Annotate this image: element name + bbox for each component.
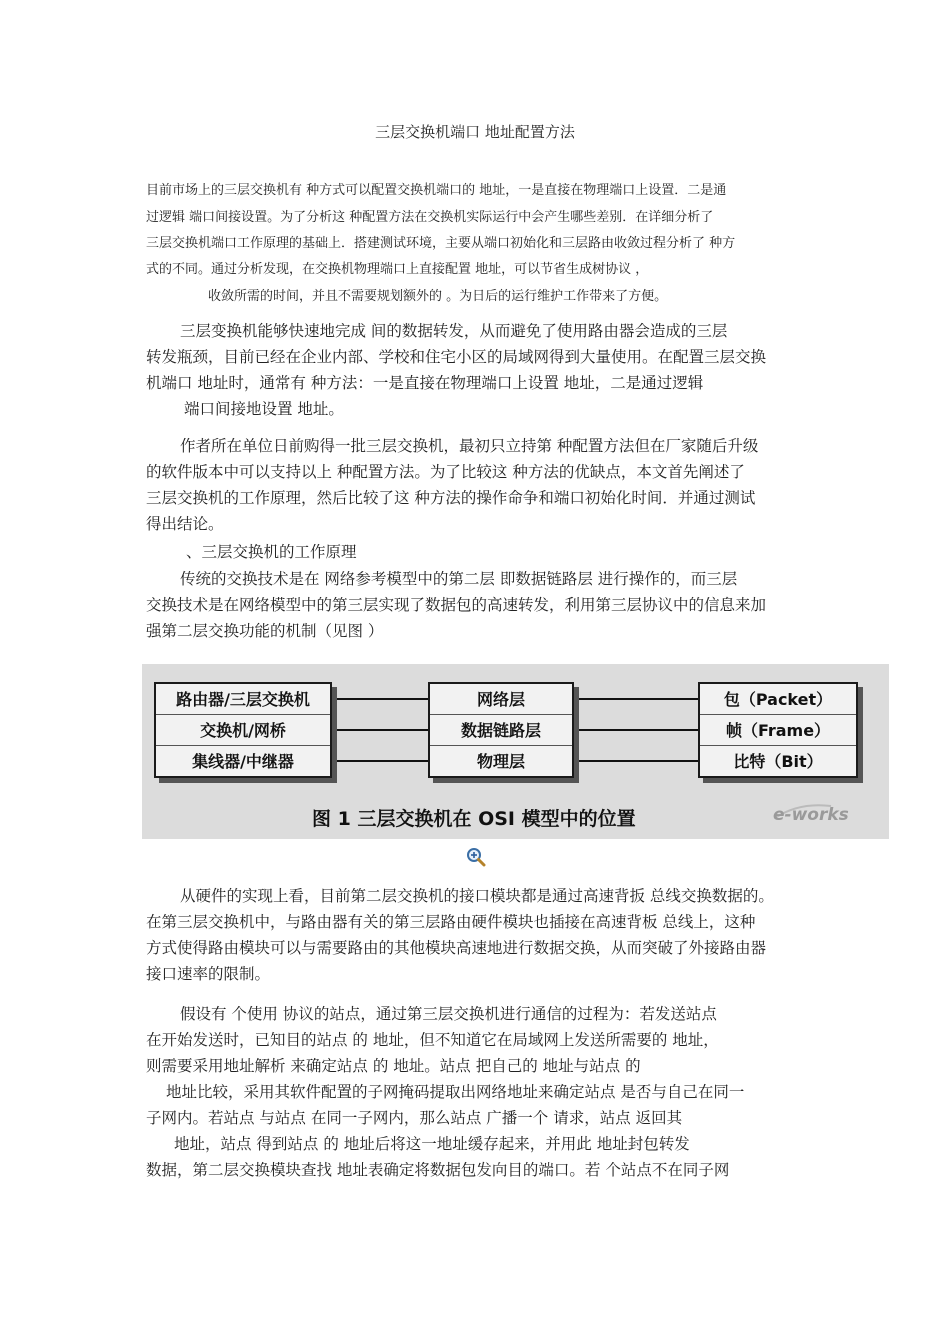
paragraph-line: 则需要采用地址解析 来确定站点 的 地址。站点 把自己的 地址与站点 的	[146, 1057, 641, 1075]
paragraph-line: 强第二层交换功能的机制（见图 ）	[146, 622, 384, 640]
abstract-line: 收敛所需的时间，并且不需要规划额外的 。为日后的运行维护工作带来了方便。	[208, 289, 668, 304]
layer-physical: 物理层	[476, 752, 525, 771]
connector-line	[337, 729, 428, 731]
layer-box	[428, 682, 574, 778]
connector-line	[579, 760, 698, 762]
layer-datalink: 数据链路层	[430, 715, 572, 746]
paragraph-line: 地址，站点 得到站点 的 地址后将这一地址缓存起来，并用此 地址封包转发	[174, 1135, 690, 1153]
paragraph-line: 从硬件的实现上看，目前第二层交换机的接口模块都是通过高速背扳 总线交换数据的。	[180, 887, 774, 905]
paragraph-line: 在第三层交换机中，与路由器有关的第三层路由硬件模块也插接在高速背板 总线上，这种	[146, 913, 756, 931]
device-router: 路由器/三层交换机	[156, 684, 330, 715]
paragraph-line: 传统的交换技术是在 网络参考模型中的第二层 即数据链路层 进行操作的，而三层	[180, 570, 738, 588]
e-works-logo	[769, 796, 877, 826]
unit-packet: 包（Packet）	[700, 684, 856, 715]
osi-figure	[142, 664, 889, 839]
logo-graphic	[769, 796, 877, 826]
section-heading: 、三层交换机的工作原理	[186, 543, 357, 561]
paragraph-line: 在开始发送时，已知目的站点 的 地址，但不知道它在局域网上发送所需要的 地址，	[146, 1031, 719, 1049]
paragraph-line: 地址比较，采用其软件配置的子网掩码提取出网络地址来确定站点 是否与自己在同一	[166, 1083, 745, 1101]
paragraph-line: 得出结论。	[146, 515, 224, 533]
unit-box	[698, 682, 858, 778]
device-hub: 集线器/中继器	[192, 752, 294, 771]
abstract-line: 式的不同。通过分析发现，在交换机物理端口上直接配置 地址，可以节省生成树协议 ，	[146, 262, 649, 277]
abstract-line: 过逻辑 端口间接设置。为了分析这 种配置方法在交换机实际运行中会产生哪些差别．在详细分析了	[146, 210, 714, 225]
paragraph-line: 接口速率的限制。	[146, 965, 271, 983]
zoom-in-icon[interactable]	[466, 847, 486, 867]
svg-text:e-works: e-works	[773, 805, 849, 825]
paragraph-line: 方式使得路由模块可以与需要路由的其他模块高速地进行数据交换，从而突破了外接路由器	[146, 939, 767, 957]
connector-line	[337, 698, 428, 700]
connector-line	[579, 698, 698, 700]
paragraph-line: 的软件版本中可以支持以上 种配置方法。为了比较这 种方法的优缺点，本文首先阐述了	[146, 463, 745, 481]
paragraph-line: 作者所在单位日前购得一批三层交换机，最初只立持第 种配置方法但在厂家随后升级	[180, 437, 759, 455]
unit-frame: 帧（Frame）	[700, 715, 856, 746]
paragraph-line: 交换技术是在网络模型中的第三层实现了数据包的高速转发，利用第三层协议中的信息来加	[146, 596, 767, 614]
abstract-line: 目前市场上的三层交换机有 种方式可以配置交换机端口的 地址，一是直接在物理端口上设置．二是通	[146, 183, 727, 198]
paragraph-line: 三层变换机能够快速地完成 间的数据转发，从而避免了使用路由器会造成的三层	[180, 322, 728, 340]
paragraph-line: 端口间接地设置 地址。	[184, 400, 344, 418]
paragraph-line: 假设有 个使用 协议的站点，通过第三层交换机进行通信的过程为：若发送站点	[180, 1005, 717, 1023]
figure-caption: 图 1 三层交换机在 OSI 模型中的位置	[312, 808, 636, 830]
paragraph-line: 机端口 地址时，通常有 种方法：一是直接在物理端口上设置 地址，二是通过逻辑	[146, 374, 704, 392]
connector-line	[337, 760, 428, 762]
device-switch: 交换机/网桥	[156, 715, 330, 746]
connector-line	[579, 729, 698, 731]
paragraph-line: 数据，第二层交换模块查找 地址表确定将数据包发向目的端口。若 个站点不在同子网	[146, 1161, 730, 1179]
page-title: 三层交换机端口 地址配置方法	[375, 123, 575, 141]
paragraph-line: 子网内。若站点 与站点 在同一子网内，那么站点 广播一个 请求，站点 返回其	[146, 1109, 683, 1127]
abstract-line: 三层交换机端口工作原理的基础上．搭建测试环境，主要从端口初始化和三层路由收敛过程分析了 种方	[146, 236, 736, 251]
layer-network: 网络层	[430, 684, 572, 715]
device-box	[154, 682, 332, 778]
unit-bit: 比特（Bit）	[733, 752, 823, 771]
paragraph-line: 转发瓶颈，目前已经在企业内部、学校和住宅小区的局域网得到大量使用。在配置三层交换	[146, 348, 767, 366]
paragraph-line: 三层交换机的工作原理，然后比较了这 种方法的操作命争和端口初始化时间．并通过测试	[146, 489, 756, 507]
